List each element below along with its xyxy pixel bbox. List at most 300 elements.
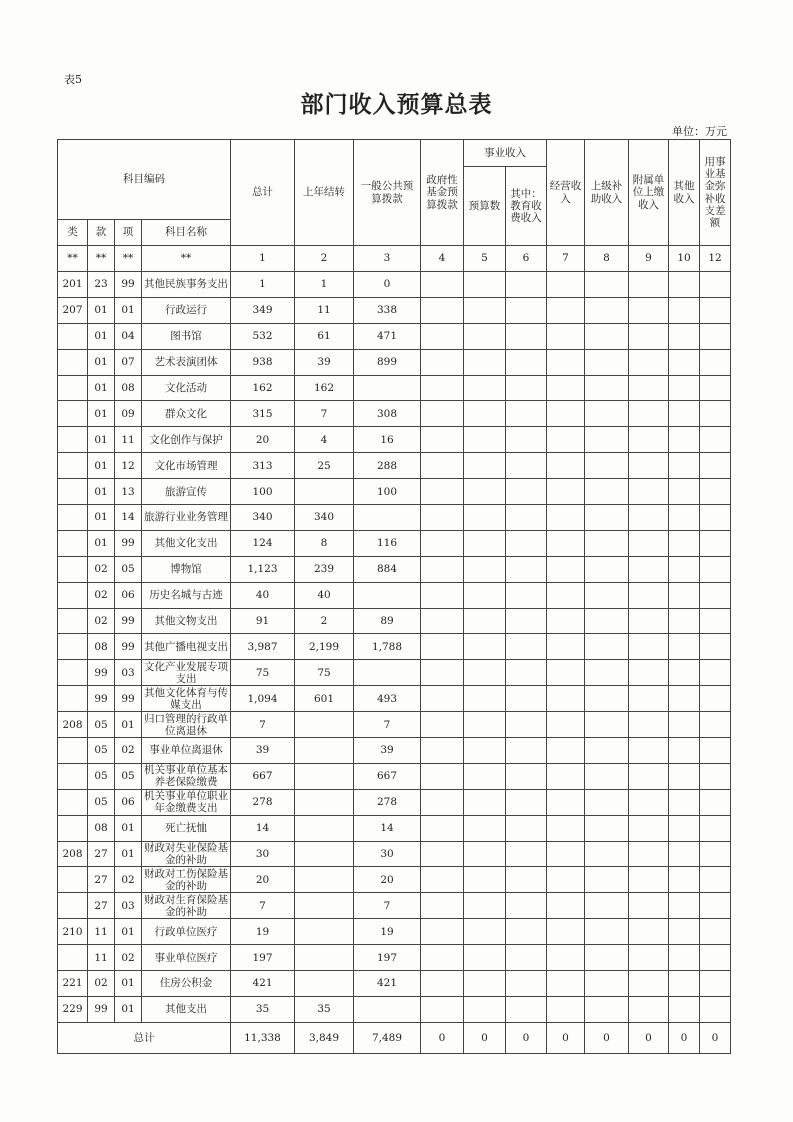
cell-carryover: 1 <box>295 272 354 298</box>
empty-cell <box>506 712 547 738</box>
empty-cell <box>547 919 585 945</box>
cell-carryover <box>295 971 354 997</box>
table-row <box>58 763 731 789</box>
cell-general-budget: 39 <box>354 738 421 764</box>
code-row <box>58 246 731 272</box>
empty-cell <box>464 893 506 919</box>
cell-carryover: 340 <box>295 505 354 531</box>
empty-cell <box>629 453 669 479</box>
cell-xiang: 08 <box>115 375 142 401</box>
cell-kuan: 02 <box>88 582 115 608</box>
cell-total: 100 <box>231 479 295 505</box>
cell-kuan: 27 <box>88 841 115 867</box>
empty-cell <box>700 789 731 815</box>
cell-subject-name: 事业单位医疗 <box>142 945 231 971</box>
empty-cell <box>464 867 506 893</box>
cell-kuan: 05 <box>88 738 115 764</box>
table-body <box>58 272 731 1023</box>
cell-kuan: 11 <box>88 945 115 971</box>
empty-cell <box>506 841 547 867</box>
empty-cell <box>700 660 731 686</box>
cell-total: 14 <box>231 815 295 841</box>
empty-cell <box>629 427 669 453</box>
empty-cell <box>464 401 506 427</box>
cell-lei <box>58 556 88 582</box>
empty-cell <box>669 401 700 427</box>
table-row <box>58 349 731 375</box>
empty-cell <box>506 427 547 453</box>
empty-cell <box>547 530 585 556</box>
empty-cell <box>629 945 669 971</box>
empty-cell <box>547 893 585 919</box>
empty-cell <box>585 893 629 919</box>
code-cell: 5 <box>464 246 506 272</box>
empty-cell <box>464 763 506 789</box>
table-row <box>58 712 731 738</box>
empty-cell <box>669 479 700 505</box>
empty-cell <box>464 608 506 634</box>
code-cell: 2 <box>295 246 354 272</box>
empty-cell <box>506 763 547 789</box>
cell-total: 421 <box>231 971 295 997</box>
cell-subject-name: 其他文化支出 <box>142 530 231 556</box>
unit-label: 单位：万元 <box>672 125 727 138</box>
cell-total: 278 <box>231 789 295 815</box>
code-cell: 9 <box>629 246 669 272</box>
cell-total: 20 <box>231 427 295 453</box>
empty-cell <box>585 919 629 945</box>
cell-total: 30 <box>231 841 295 867</box>
cell-lei: 208 <box>58 712 88 738</box>
empty-cell <box>547 738 585 764</box>
header-other: 其他收入 <box>669 140 700 246</box>
empty-cell <box>506 919 547 945</box>
table-row <box>58 453 731 479</box>
empty-cell <box>506 815 547 841</box>
cell-general-budget: 197 <box>354 945 421 971</box>
cell-kuan: 01 <box>88 505 115 531</box>
empty-cell <box>506 634 547 660</box>
empty-cell <box>421 763 464 789</box>
empty-cell <box>506 893 547 919</box>
empty-cell <box>669 919 700 945</box>
empty-cell <box>700 686 731 712</box>
empty-cell <box>547 479 585 505</box>
empty-cell <box>547 427 585 453</box>
empty-cell <box>464 919 506 945</box>
header-operating: 经营收入 <box>547 140 585 246</box>
cell-lei <box>58 427 88 453</box>
empty-cell <box>629 530 669 556</box>
empty-cell <box>585 686 629 712</box>
empty-cell <box>669 945 700 971</box>
header-kuan: 款 <box>88 220 115 246</box>
empty-cell <box>421 582 464 608</box>
cell-carryover: 8 <box>295 530 354 556</box>
cell-total: 938 <box>231 349 295 375</box>
cell-xiang: 02 <box>115 945 142 971</box>
empty-cell <box>585 272 629 298</box>
empty-cell <box>506 272 547 298</box>
empty-cell <box>700 971 731 997</box>
cell-lei: 208 <box>58 841 88 867</box>
empty-cell <box>421 867 464 893</box>
empty-cell <box>464 272 506 298</box>
total-label: 总计 <box>58 1022 231 1053</box>
empty-cell <box>421 634 464 660</box>
code-cell: ** <box>142 246 231 272</box>
cell-general-budget: 14 <box>354 815 421 841</box>
cell-total: 19 <box>231 919 295 945</box>
cell-kuan: 23 <box>88 272 115 298</box>
cell-subject-name: 死亡抚恤 <box>142 815 231 841</box>
cell-general-budget: 278 <box>354 789 421 815</box>
empty-cell <box>464 971 506 997</box>
code-cell: 4 <box>421 246 464 272</box>
empty-cell <box>506 323 547 349</box>
empty-cell <box>700 505 731 531</box>
cell-xiang: 09 <box>115 401 142 427</box>
cell-kuan: 27 <box>88 893 115 919</box>
code-cell: ** <box>58 246 88 272</box>
cell-general-budget: 89 <box>354 608 421 634</box>
cell-carryover: 2,199 <box>295 634 354 660</box>
cell-carryover: 35 <box>295 996 354 1022</box>
empty-cell <box>700 479 731 505</box>
cell-total: 75 <box>231 660 295 686</box>
cell-total: 313 <box>231 453 295 479</box>
cell-lei <box>58 530 88 556</box>
table-row <box>58 789 731 815</box>
empty-cell <box>585 453 629 479</box>
empty-cell <box>421 660 464 686</box>
cell-total: 532 <box>231 323 295 349</box>
cell-total: 1 <box>231 272 295 298</box>
cell-carryover <box>295 945 354 971</box>
empty-cell <box>464 349 506 375</box>
cell-lei: 221 <box>58 971 88 997</box>
header-edu-fee: 其中：教育收费收入 <box>506 167 547 246</box>
empty-cell <box>506 505 547 531</box>
empty-cell <box>669 323 700 349</box>
empty-cell <box>547 582 585 608</box>
cell-xiang: 06 <box>115 789 142 815</box>
table-row <box>58 686 731 712</box>
empty-cell <box>629 893 669 919</box>
empty-cell <box>669 971 700 997</box>
cell-carryover: 75 <box>295 660 354 686</box>
cell-carryover: 40 <box>295 582 354 608</box>
empty-cell <box>506 401 547 427</box>
empty-cell <box>700 530 731 556</box>
empty-cell <box>669 582 700 608</box>
empty-cell <box>585 763 629 789</box>
cell-general-budget: 884 <box>354 556 421 582</box>
header-budget-count: 预算数 <box>464 167 506 246</box>
empty-cell <box>585 375 629 401</box>
empty-cell <box>421 323 464 349</box>
cell-total: 35 <box>231 996 295 1022</box>
cell-general-budget: 7 <box>354 712 421 738</box>
table-row <box>58 556 731 582</box>
cell-general-budget: 16 <box>354 427 421 453</box>
cell-subject-name: 旅游宣传 <box>142 479 231 505</box>
cell-subject-name: 财政对生育保险基金的补助 <box>142 893 231 919</box>
cell-general-budget <box>354 582 421 608</box>
empty-cell <box>464 841 506 867</box>
empty-cell <box>669 789 700 815</box>
cell-subject-name: 其他民族事务支出 <box>142 272 231 298</box>
empty-cell <box>506 945 547 971</box>
cell-kuan: 05 <box>88 763 115 789</box>
empty-cell <box>669 272 700 298</box>
cell-total: 39 <box>231 738 295 764</box>
empty-cell <box>506 375 547 401</box>
cell-total: 3,987 <box>231 634 295 660</box>
empty-cell <box>464 530 506 556</box>
cell-xiang: 12 <box>115 453 142 479</box>
header-fund-offset: 用事业基金弥补收支差额 <box>700 140 731 246</box>
empty-cell <box>421 505 464 531</box>
empty-cell <box>669 297 700 323</box>
empty-cell <box>585 582 629 608</box>
table-row <box>58 272 731 298</box>
empty-cell <box>585 867 629 893</box>
empty-cell <box>700 712 731 738</box>
cell-xiang: 01 <box>115 996 142 1022</box>
empty-cell <box>421 608 464 634</box>
cell-lei: 201 <box>58 272 88 298</box>
cell-lei <box>58 479 88 505</box>
empty-cell <box>700 841 731 867</box>
header-subject-name: 科目名称 <box>142 220 231 246</box>
cell-lei <box>58 634 88 660</box>
cell-lei <box>58 867 88 893</box>
empty-cell <box>464 453 506 479</box>
empty-cell <box>547 815 585 841</box>
empty-cell <box>421 530 464 556</box>
cell-lei <box>58 349 88 375</box>
empty-cell <box>669 375 700 401</box>
cell-general-budget: 100 <box>354 479 421 505</box>
table-row <box>58 375 731 401</box>
cell-subject-name: 其他文物支出 <box>142 608 231 634</box>
cell-subject-name: 文化市场管理 <box>142 453 231 479</box>
empty-cell <box>421 738 464 764</box>
total-cell: 0 <box>547 1022 585 1053</box>
cell-xiang: 99 <box>115 608 142 634</box>
empty-cell <box>547 608 585 634</box>
cell-subject-name: 旅游行业业务管理 <box>142 505 231 531</box>
cell-carryover: 11 <box>295 297 354 323</box>
empty-cell <box>506 608 547 634</box>
empty-cell <box>700 582 731 608</box>
cell-carryover <box>295 738 354 764</box>
cell-kuan: 01 <box>88 401 115 427</box>
cell-total: 1,094 <box>231 686 295 712</box>
empty-cell <box>669 867 700 893</box>
cell-xiang: 04 <box>115 323 142 349</box>
empty-cell <box>629 919 669 945</box>
revenue-budget-table <box>57 139 731 1054</box>
table-row <box>58 427 731 453</box>
empty-cell <box>421 789 464 815</box>
header-gov-fund: 政府性基金预算拨款 <box>421 140 464 246</box>
code-cell: 3 <box>354 246 421 272</box>
cell-total: 340 <box>231 505 295 531</box>
cell-xiang: 01 <box>115 919 142 945</box>
cell-general-budget: 338 <box>354 297 421 323</box>
empty-cell <box>669 686 700 712</box>
empty-cell <box>669 634 700 660</box>
empty-cell <box>585 971 629 997</box>
cell-carryover <box>295 893 354 919</box>
cell-xiang: 99 <box>115 634 142 660</box>
empty-cell <box>421 971 464 997</box>
empty-cell <box>421 349 464 375</box>
empty-cell <box>464 996 506 1022</box>
cell-carryover: 25 <box>295 453 354 479</box>
empty-cell <box>700 272 731 298</box>
cell-xiang: 05 <box>115 556 142 582</box>
cell-carryover: 601 <box>295 686 354 712</box>
empty-cell <box>700 634 731 660</box>
empty-cell <box>629 375 669 401</box>
cell-carryover: 2 <box>295 608 354 634</box>
empty-cell <box>629 763 669 789</box>
empty-cell <box>585 505 629 531</box>
empty-cell <box>547 556 585 582</box>
cell-lei <box>58 505 88 531</box>
cell-lei <box>58 945 88 971</box>
empty-cell <box>547 505 585 531</box>
empty-cell <box>700 919 731 945</box>
empty-cell <box>669 815 700 841</box>
page-title: 部门收入预算总表 <box>300 91 493 118</box>
cell-general-budget: 116 <box>354 530 421 556</box>
table-row <box>58 996 731 1022</box>
cell-total: 20 <box>231 867 295 893</box>
empty-cell <box>506 479 547 505</box>
cell-total: 7 <box>231 712 295 738</box>
empty-cell <box>464 556 506 582</box>
empty-cell <box>506 686 547 712</box>
empty-cell <box>547 634 585 660</box>
empty-cell <box>700 763 731 789</box>
empty-cell <box>547 945 585 971</box>
empty-cell <box>669 556 700 582</box>
code-cell: 10 <box>669 246 700 272</box>
cell-total: 197 <box>231 945 295 971</box>
empty-cell <box>669 505 700 531</box>
empty-cell <box>629 556 669 582</box>
empty-cell <box>506 996 547 1022</box>
empty-cell <box>700 453 731 479</box>
empty-cell <box>547 712 585 738</box>
cell-kuan: 02 <box>88 556 115 582</box>
cell-lei: 229 <box>58 996 88 1022</box>
empty-cell <box>421 815 464 841</box>
empty-cell <box>585 530 629 556</box>
cell-subject-name: 文化产业发展专项支出 <box>142 660 231 686</box>
table-row <box>58 582 731 608</box>
total-cell: 0 <box>700 1022 731 1053</box>
cell-general-budget <box>354 996 421 1022</box>
empty-cell <box>464 323 506 349</box>
empty-cell <box>547 401 585 427</box>
empty-cell <box>506 660 547 686</box>
empty-cell <box>506 556 547 582</box>
empty-cell <box>700 323 731 349</box>
empty-cell <box>421 272 464 298</box>
total-cell: 0 <box>669 1022 700 1053</box>
empty-cell <box>629 272 669 298</box>
empty-cell <box>547 272 585 298</box>
empty-cell <box>506 867 547 893</box>
cell-general-budget: 30 <box>354 841 421 867</box>
empty-cell <box>421 375 464 401</box>
empty-cell <box>629 608 669 634</box>
cell-kuan: 01 <box>88 375 115 401</box>
total-cell: 3,849 <box>295 1022 354 1053</box>
cell-general-budget <box>354 505 421 531</box>
cell-subject-name: 其他广播电视支出 <box>142 634 231 660</box>
cell-kuan: 11 <box>88 919 115 945</box>
cell-lei: 210 <box>58 919 88 945</box>
cell-subject-name: 其他文化体育与传媒支出 <box>142 686 231 712</box>
empty-cell <box>629 505 669 531</box>
empty-cell <box>547 686 585 712</box>
empty-cell <box>547 453 585 479</box>
cell-lei <box>58 453 88 479</box>
empty-cell <box>464 427 506 453</box>
table-row <box>58 608 731 634</box>
cell-lei <box>58 608 88 634</box>
cell-general-budget <box>354 660 421 686</box>
empty-cell <box>547 349 585 375</box>
cell-carryover <box>295 815 354 841</box>
cell-xiang: 03 <box>115 893 142 919</box>
cell-general-budget: 899 <box>354 349 421 375</box>
empty-cell <box>700 867 731 893</box>
empty-cell <box>629 867 669 893</box>
cell-xiang: 03 <box>115 660 142 686</box>
empty-cell <box>700 375 731 401</box>
header-carryover: 上年结转 <box>295 140 354 246</box>
empty-cell <box>421 686 464 712</box>
cell-lei <box>58 323 88 349</box>
empty-cell <box>585 738 629 764</box>
cell-xiang: 99 <box>115 686 142 712</box>
empty-cell <box>464 712 506 738</box>
code-cell: 7 <box>547 246 585 272</box>
table-label: 表5 <box>64 73 82 86</box>
cell-xiang: 02 <box>115 867 142 893</box>
code-cell: 8 <box>585 246 629 272</box>
empty-cell <box>547 323 585 349</box>
cell-subject-name: 其他支出 <box>142 996 231 1022</box>
empty-cell <box>700 738 731 764</box>
cell-xiang: 01 <box>115 971 142 997</box>
cell-lei <box>58 401 88 427</box>
header-lei: 类 <box>58 220 88 246</box>
table-row <box>58 401 731 427</box>
empty-cell <box>421 919 464 945</box>
cell-subject-name: 艺术表演团体 <box>142 349 231 375</box>
empty-cell <box>506 349 547 375</box>
empty-cell <box>629 789 669 815</box>
empty-cell <box>547 660 585 686</box>
